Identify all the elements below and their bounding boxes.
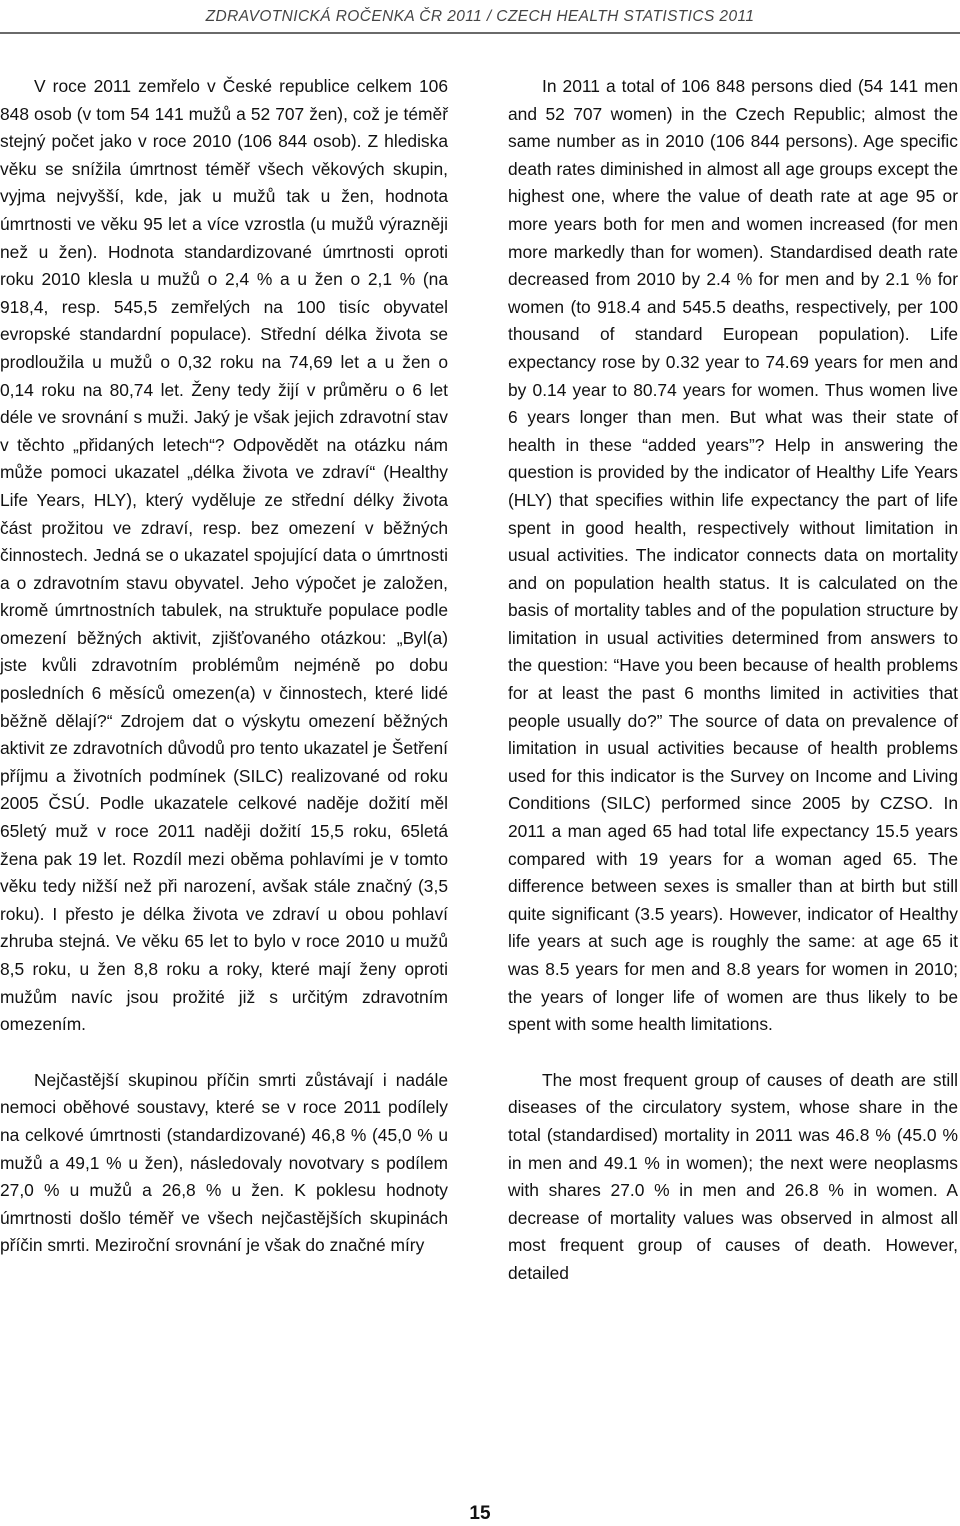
english-paragraph-causes: The most frequent group of causes of death are still diseases of the circulatory system, whose share in the total (standardised) mortality in 2011 was 46.8 % (45.0 % in men and 49.1 % in women); the next were neoplasms with shares 27.0 % in men and 26.8 % in women. A decrease of mortality values was observed in almost all most frequent group of causes of death. However, detailed [508,1069,958,1283]
czech-column [0,73,448,1260]
czech-paragraph-causes: Nejčastější skupinou příčin smrti zůstávají i nadále nemoci oběhové soustavy, které se v roce 2011 podílely na celkové úmrtnosti (standardizované) 46,8 % (45,0 % u mužů a 49,1 % u žen), následovaly novotvary s podílem 27,0 % u mužů a 26,8 % u žen. K poklesu hodnoty úmrtnosti došlo téměř ve všech nejčastějších skupinách příčin smrti. Meziroční srovnání je však do značné míry [0,1069,448,1256]
czech-paragraph-mortality: V roce 2011 zemřelo v České republice celkem 106 848 osob (v tom 54 141 mužů a 52 707 žen), což je téměř stejný počet jako v roce 2010 (106 844 osob). Z hlediska věku se snížila úmrtnost téměř všech věkových skupin, vyjma nejvyšší, kde, jak u mužů tak u žen, hodnota úmrtnosti ve věku 95 let a více vzrostla (u mužů výrazněji než u žen). Hodnota standardizované úmrtnosti oproti roku 2010 klesla u mužů o 2,4 % a u žen o 2,1 % (na 918,4, resp. 545,5 zemřelých na 100 tisíc obyvatel evropské standardní populace). Střední délka života se prodloužila u mužů o 0,32 roku na 74,69 let a u žen o 0,14 roku na 80,74 let. Ženy tedy žijí v průměru o 6 let déle ve srovnání s muži. Jaký je však jejich zdravotní stav v těchto „přidaných letech“? Odpovědět na otázku nám může pomoci ukazatel „délka života ve zdraví“ (Healthy Life Years, HLY), který vyděluje ze střední délky života část prožitou ve zdraví, resp. bez omezení v běžných činnostech. Jedná se o ukazatel spojující data o úmrtnosti a o zdravotním stavu obyvatel. Jeho výpočet je založen, kromě úmrtnostních tabulek, na struktuře populace podle omezení běžných aktivit, zjišťovaného otázkou: „Byl(a) jste kvůli zdravotním problémům nejméně po dobu posledních 6 měsíců omezen(a) v činnostech, které lidé běžně dělají?“ Zdrojem dat o výskytu omezení běžných aktivit ze zdravotních důvodů pro tento ukazatel je Šetření příjmu a životních podmínek (SILC) realizované od roku 2005 ČSÚ. Podle ukazatele celkové naděje dožití měl 65letý muž v roce 2011 naději dožití 15,5 roku, 65letá žena pak 19 let. Rozdíl mezi oběma pohlavími je v tomto věku tedy nižší než při narození, avšak stále značný (3,5 roku). I přesto je délka života ve zdraví u obou pohlaví zhruba stejná. Ve věku 65 let to bylo v roce 2010 u mužů 8,5 roku, u žen 8,8 roku a roky, které mají ženy oproti mužům navíc jsou prožité již s určitým zdravotním omezením. [0,76,448,1035]
running-header: ZDRAVOTNICKÁ ROČENKA ČR 2011 / CZECH HEALTH STATISTICS 2011 [205,8,755,25]
page-number: 15 [469,1503,491,1524]
header-rule [0,32,960,34]
english-paragraph-mortality: In 2011 a total of 106 848 persons died (54 141 men and 52 707 women) in the Czech Republic; almost the same number as in 2010 (106 844 persons). Age specific death rates diminished in almost all age groups except the highest one, where the value of death rate at age 95 or more years both for men and women increased (for men more markedly than for women). Standardised death rate decreased from 2010 by 2.4 % for men and by 2.1 % for women (to 918.4 and 545.5 deaths, respectively, per 100 thousand of standard European population). Life expectancy rose by 0.32 year to 74.69 years for men and by 0.14 year to 80.74 years for women. Thus women live 6 years longer than men. But what was their state of health in these “added years”? Help in answering the question is provided by the indicator of Healthy Life Years (HLY) that specifies within life expectancy the part of life spent in good health, respectively without limitation in usual activities. The indicator connects data on mortality and on population health status. It is calculated on the basis of mortality tables and of the population structure by limitation in usual activities determined from answers to the question: “Have you been because of health problems for at least the past 6 months limited in activities that people usually do?” The source of data on prevalence of limitation in usual activities because of health problems used for this indicator is the Survey on Income and Living Conditions (SILC) performed since 2005 by CZSO. In 2011 a man aged 65 had total life expectancy 15.5 years compared with 19 years for a woman aged 65. The difference between sexes is smaller than at birth but still quite significant (3.5 years). However, indicator of Healthy life years at such age is roughly the same: at age 65 it was 8.5 years for men and 8.8 years for women in 2010; the years of longer life of women are thus likely to be spent with some health limitations. [508,76,958,1035]
english-column [508,73,958,1288]
